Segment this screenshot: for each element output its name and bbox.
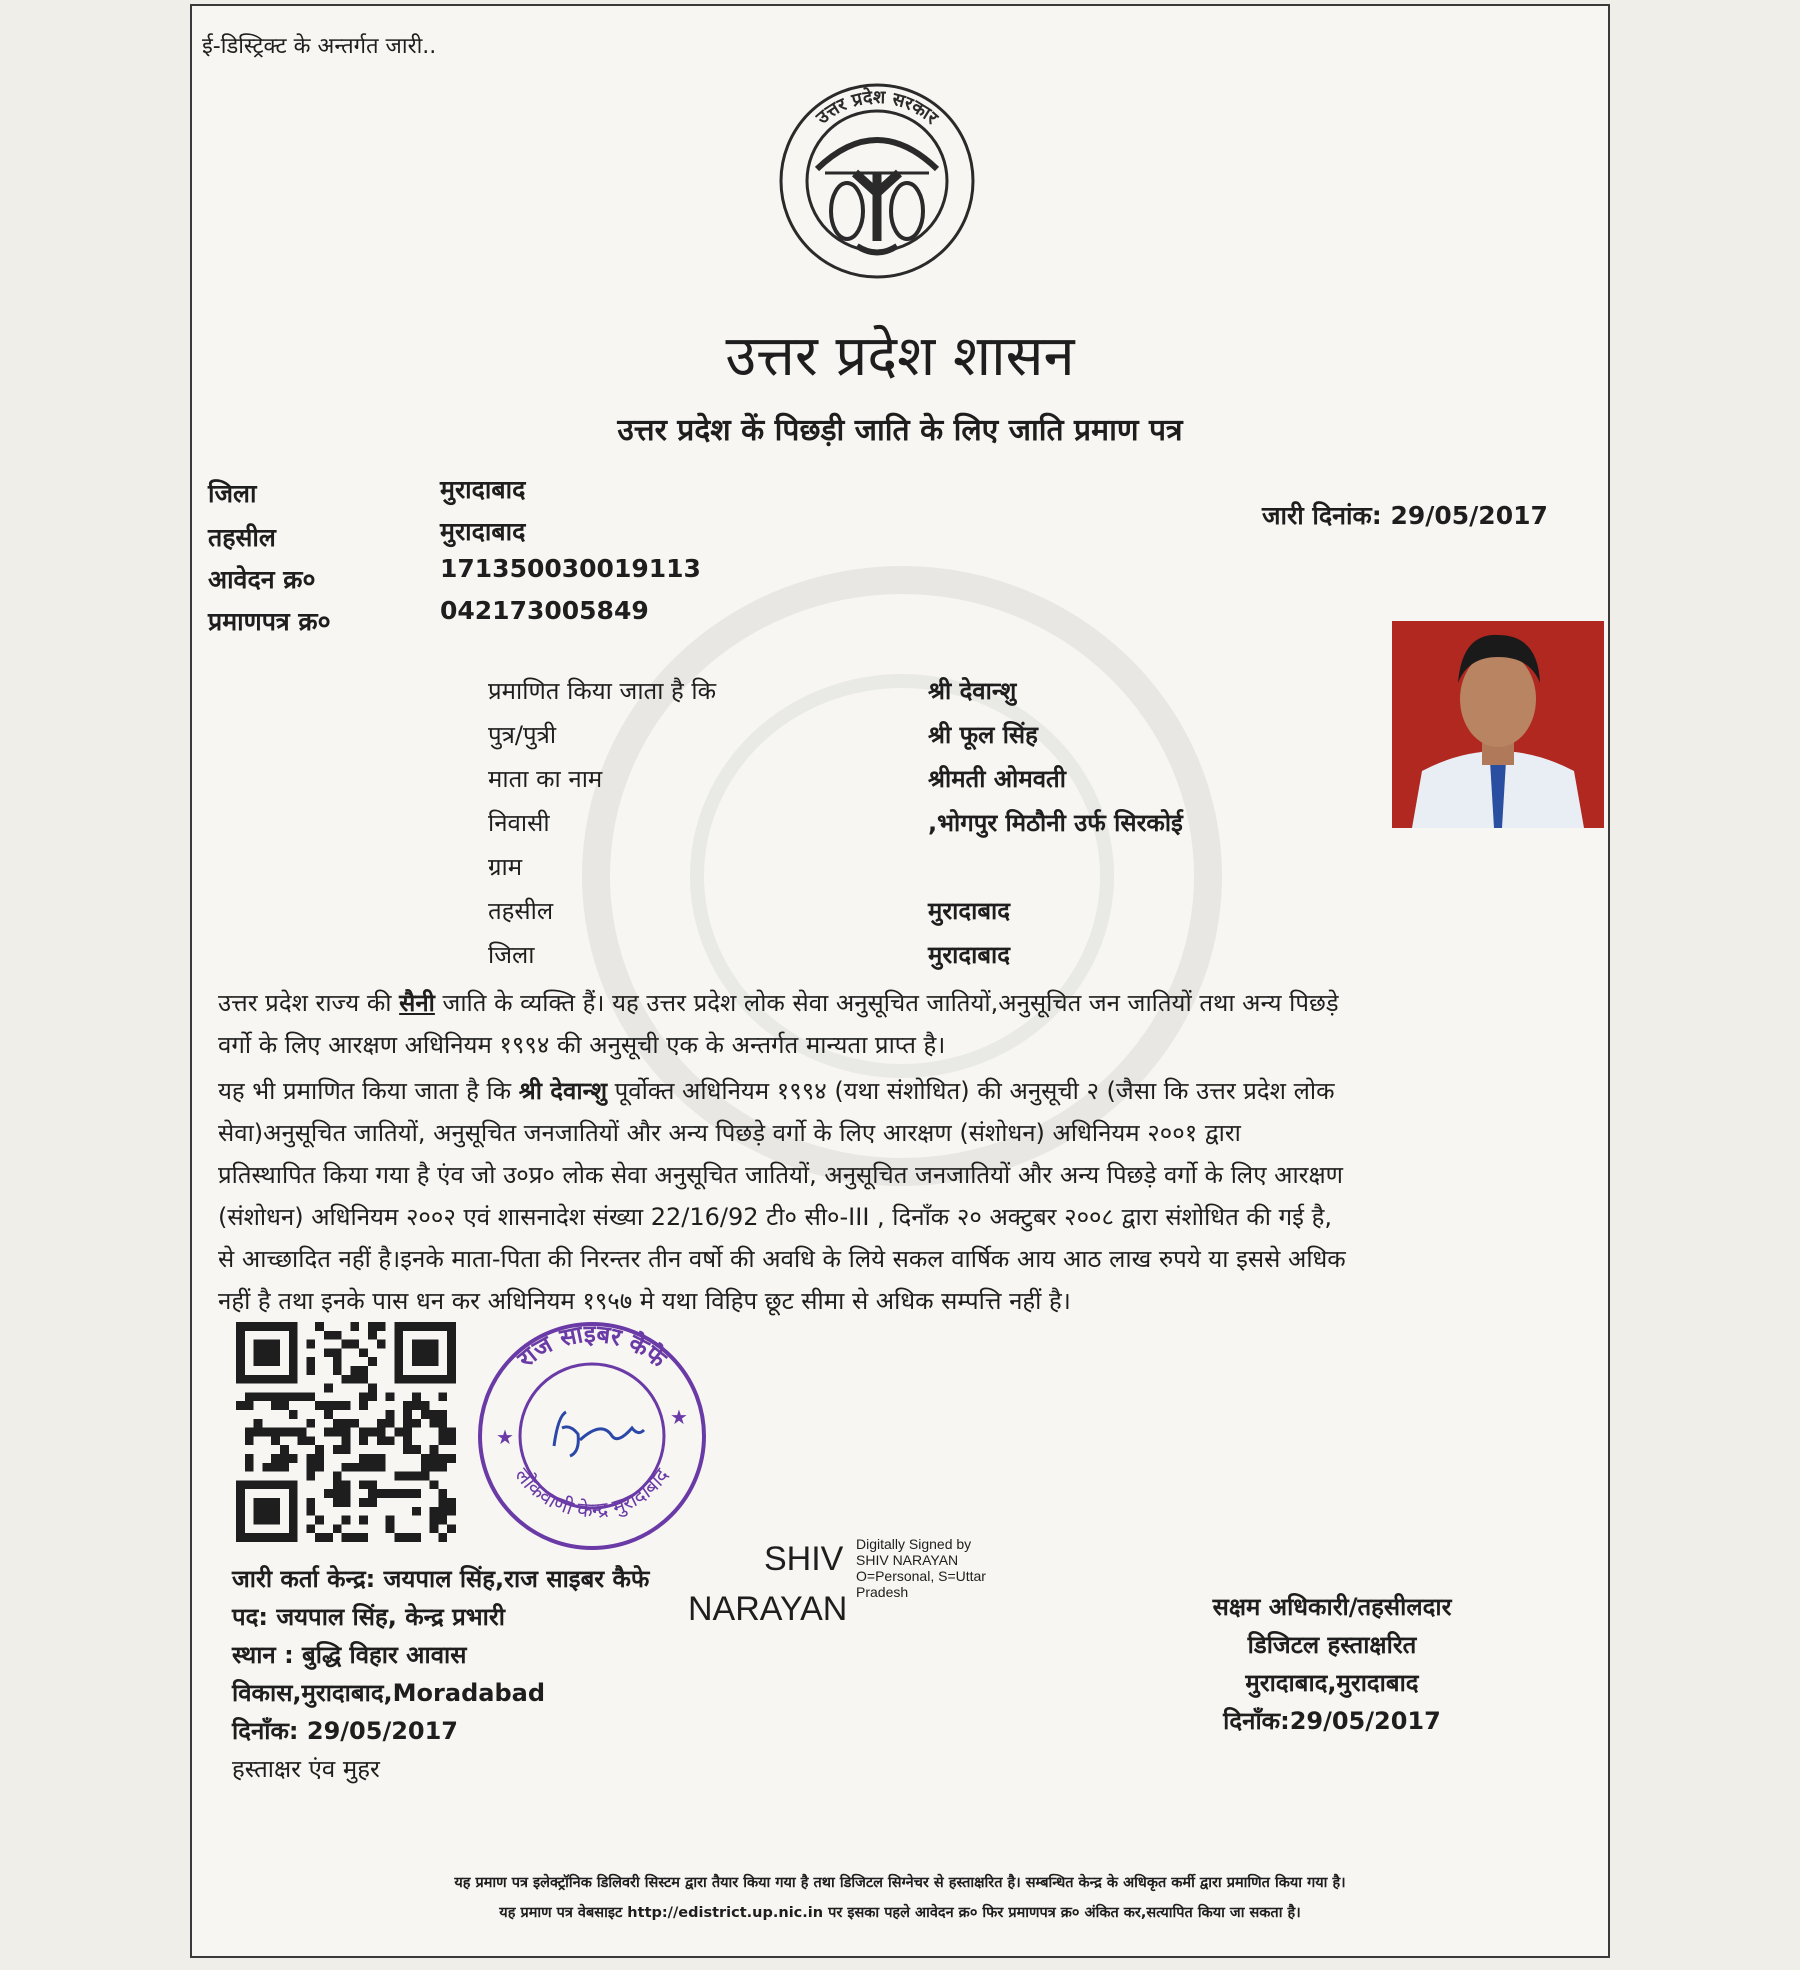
p2-line-5: से आच्छादित नहीं है।इनके माता-पिता की निरन्तर तीन वर्षो की अवधि के लिये सकल वार्षिक आय आठ लाख रुपये या इससे अधिक bbox=[218, 1245, 1346, 1273]
p2-text-a: यह भी प्रमाणित किया जाता है कि bbox=[218, 1077, 519, 1105]
p2-text-b: पूर्वोक्त अधिनियम १९९४ (यथा संशोधित) की अनुसूची २ (जैसा कि उत्तर प्रदेश लोक bbox=[607, 1077, 1335, 1105]
p2-line-3: प्रतिस्थापित किया गया है एंव जो उ०प्र० लोक सेवा अनुसूचित जातियों, अनुसूचित जनजातियों और अन्य पिछड़े वर्गो के लिए आरक्षण bbox=[218, 1161, 1344, 1189]
page-title: उत्तर प्रदेश शासन bbox=[725, 324, 1075, 389]
detail-label: पुत्र/पुत्री bbox=[488, 721, 557, 749]
issuer-place: स्थान : बुद्धि विहार आवास bbox=[232, 1641, 467, 1669]
application-label: आवेदन क्र० bbox=[208, 565, 316, 594]
body-paragraph-2 bbox=[218, 1070, 1598, 1322]
issue-date-value: 29/05/2017 bbox=[1390, 501, 1548, 530]
sign-note-4: Pradesh bbox=[856, 1584, 909, 1600]
certificate-label: प्रमाणपत्र क्र० bbox=[208, 607, 331, 636]
authority-title: सक्षम अधिकारी/तहसीलदार bbox=[1212, 1593, 1452, 1621]
detail-label: तहसील bbox=[488, 897, 554, 925]
issuer-post: पद: जयपाल सिंह, केन्द्र प्रभारी bbox=[232, 1603, 505, 1631]
certificate-value: 042173005849 bbox=[440, 596, 649, 625]
authority-date: दिनाँक:29/05/2017 bbox=[1223, 1707, 1441, 1735]
svg-text:उत्तर प्रदेश सरकार: उत्तर प्रदेश सरकार bbox=[812, 86, 942, 129]
qr-code bbox=[236, 1322, 456, 1542]
p2-line-4: (संशोधन) अधिनियम २००२ एवं शासनादेश संख्या 22/16/92 टी० सी०-III , दिनाँक २० अक्टुबर २००८ द्वारा संशोधित की गई है, bbox=[218, 1203, 1332, 1231]
p2-line-2: सेवा)अनुसूचित जातियों, अनुसूचित जनजातियों और अन्य पिछड़े वर्गो के लिए आरक्षण (संशोधन) अधिनियम २००१ द्वारा bbox=[218, 1119, 1241, 1147]
detail-label: प्रमाणित किया जाता है कि bbox=[488, 677, 717, 705]
seal-stamp bbox=[462, 1316, 722, 1556]
detail-label: माता का नाम bbox=[488, 765, 603, 793]
detail-value: मुरादाबाद bbox=[928, 941, 1011, 969]
issue-date-label: जारी दिनांक: bbox=[1262, 501, 1382, 530]
footer-line-1: यह प्रमाण पत्र इलेक्ट्रॉनिक डिलिवरी सिस्टम द्वारा तैयार किया गया है तथा डिजिटल सिग्नेचर से हस्ताक्षरित है। सम्बन्धित केन्द्र के अधिकृत कर्मी द्वारा प्रमाणित किया गया है। bbox=[454, 1875, 1346, 1891]
signer-name-2: NARAYAN bbox=[688, 1590, 848, 1628]
signer-name-1: SHIV bbox=[764, 1540, 844, 1578]
tehsil-value: मुरादाबाद bbox=[440, 517, 526, 546]
authority-digital: डिजिटल हस्ताक्षरित bbox=[1247, 1631, 1417, 1659]
body-paragraph-1 bbox=[218, 982, 1598, 1066]
district-value: मुरादाबाद bbox=[440, 475, 526, 504]
application-value: 171350030019113 bbox=[440, 554, 701, 583]
detail-value: मुरादाबाद bbox=[928, 897, 1011, 925]
svg-text:★: ★ bbox=[670, 1405, 688, 1429]
issuer-center: जारी कर्ता केन्द्र: जयपाल सिंह,राज साइबर कैफे bbox=[232, 1565, 650, 1593]
detail-label: जिला bbox=[488, 941, 535, 969]
detail-label: निवासी bbox=[488, 809, 550, 837]
detail-value: श्री देवान्शु bbox=[928, 677, 1017, 705]
district-label: जिला bbox=[208, 479, 257, 508]
applicant-name: श्री देवान्शु bbox=[518, 1077, 608, 1105]
tehsil-label: तहसील bbox=[208, 523, 276, 552]
top-note: ई-डिस्ट्रिक्ट के अन्तर्गत जारी.. bbox=[202, 34, 437, 59]
sign-note-3: O=Personal, S=Uttar bbox=[856, 1568, 986, 1584]
p1-text-a: उत्तर प्रदेश राज्य की bbox=[218, 989, 400, 1017]
p1-text-b: जाति के व्यक्ति हैं। यह उत्तर प्रदेश लोक सेवा अनुसूचित जातियों,अनुसूचित जन जातियों तथा अन्य पिछड़े bbox=[434, 989, 1339, 1017]
svg-text:राज साइबर कैफे: राज साइबर कैफे bbox=[512, 1319, 672, 1374]
svg-text:लोकवाणी केन्द्र मुरादाबाद: लोकवाणी केन्द्र मुरादाबाद bbox=[510, 1463, 674, 1523]
issue-date bbox=[1262, 498, 1548, 532]
certificate-page bbox=[190, 4, 1610, 1958]
svg-text:★: ★ bbox=[496, 1425, 514, 1449]
detail-value: श्री फूल सिंह bbox=[928, 721, 1038, 749]
caste-name: सैनी bbox=[399, 989, 435, 1017]
issuer-signature-label: हस्ताक्षर एंव मुहर bbox=[232, 1755, 380, 1783]
footer-line-2: यह प्रमाण पत्र वेबसाइट http://edistrict.up.nic.in पर इसका पहले आवेदन क्र० फिर प्रमाणपत्र क्र० अंकित कर,सत्यापित किया जा सकता है। bbox=[499, 1905, 1301, 1921]
p1-line-2: वर्गो के लिए आरक्षण अधिनियम १९९४ की अनुसूची एक के अन्तर्गत मान्यता प्राप्त है। bbox=[218, 1031, 946, 1059]
detail-label: ग्राम bbox=[488, 853, 523, 881]
issuer-place-2: विकास,मुरादाबाद,Moradabad bbox=[232, 1679, 546, 1707]
issuer-date: दिनाँक: 29/05/2017 bbox=[232, 1717, 459, 1745]
sign-note-2: SHIV NARAYAN bbox=[856, 1552, 959, 1568]
detail-value: ,भोगपुर मिठौनी उर्फ सिरकोई bbox=[928, 809, 1183, 837]
applicant-photo bbox=[1392, 621, 1604, 828]
sign-note-1: Digitally Signed by bbox=[856, 1536, 972, 1552]
digital-signature bbox=[688, 1534, 1088, 1654]
p2-line-6: नहीं है तथा इनके पास धन कर अधिनियम १९५७ मे यथा विहिप छूट सीमा से अधिक सम्पत्ति नहीं है। bbox=[218, 1287, 1071, 1315]
up-government-emblem bbox=[777, 81, 977, 281]
detail-value: श्रीमती ओमवती bbox=[928, 765, 1066, 793]
authority-place: मुरादाबाद,मुरादाबाद bbox=[1245, 1669, 1419, 1697]
page-subtitle: उत्तर प्रदेश कें पिछड़ी जाति के लिए जाति प्रमाण पत्र bbox=[617, 413, 1183, 448]
